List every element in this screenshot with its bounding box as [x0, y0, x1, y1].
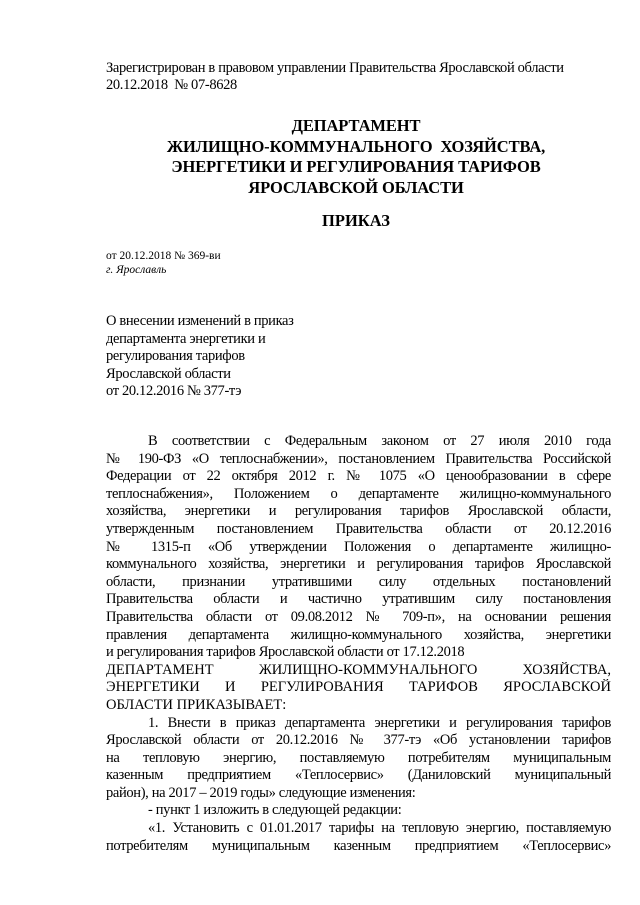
body-line: № 190-ФЗ «О теплоснабжении», постановлением Правительства Российской: [106, 450, 611, 467]
body-line: Правительства области и частично утратившим силу постановления: [106, 591, 611, 608]
body-line: В соответствии с Федеральным законом от 27 июля 2010 года: [148, 433, 611, 449]
registration-note: [106, 60, 626, 94]
body-line: Федерации от 22 октября 2012 г. № 1075 «О ценообразовании в сфере: [106, 468, 611, 485]
order-meta: [106, 249, 221, 277]
department-line-3: ЭНЕРГЕТИКИ И РЕГУЛИРОВАНИЯ ТАРИФОВ: [171, 157, 541, 176]
body-line: район), на 2017 – 2019 годы» следующие изменения:: [106, 784, 416, 801]
body-line: Ярославской области от 20.12.2016 № 377-тэ «Об установлении тарифов: [106, 732, 611, 749]
body-line-caps: ЭНЕРГЕТИКИ И РЕГУЛИРОВАНИЯ ТАРИФОВ ЯРОСЛАВСКОЙ: [106, 679, 611, 696]
order-city: г. Ярославль: [106, 264, 167, 276]
subject-line: от 20.12.2016 № 377-тэ: [106, 383, 242, 399]
body-line: хозяйства, энергетики и регулирования тарифов Ярославской области,: [106, 503, 611, 520]
body-line: утвержденным постановлением Правительства области от 20.12.2016: [106, 520, 611, 537]
department-line-2: ЖИЛИЩНО-КОММУНАЛЬНОГО ХОЗЯЙСТВА,: [166, 136, 546, 156]
body-line-caps: ОБЛАСТИ ПРИКАЗЫВАЕТ:: [106, 696, 287, 713]
body-line: 1. Внести в приказ департамента энергетики и регулирования тарифов: [148, 714, 611, 731]
subject-line: департамента энергетики и: [106, 330, 266, 347]
body-line: № 1315-п «Об утверждении Положения о департаменте жилищно-: [106, 538, 611, 555]
department-line-4: ЯРОСЛАВСКОЙ ОБЛАСТИ: [248, 177, 464, 197]
order-body: [106, 433, 611, 855]
body-line: Правительства области от 09.08.2012 № 709-п», на основании решения: [106, 608, 611, 625]
body-line: и регулирования тарифов Ярославской области от 17.12.2018: [106, 644, 465, 661]
body-line: области, признании утратившими силу отдельных постановлений: [106, 573, 611, 590]
registration-line-1: Зарегистрирован в правовом управлении Правительства Ярославской области: [106, 60, 564, 76]
subject-line: Ярославской области: [106, 365, 231, 382]
body-line: - пункт 1 изложить в следующей редакции:: [148, 802, 402, 819]
body-line: «1. Установить с 01.01.2017 тарифы на тепловую энергию, поставляемую: [148, 820, 611, 837]
body-line: казенным предприятием «Теплосервис» (Даниловский муниципальный: [106, 767, 611, 784]
order-title: ПРИКАЗ: [322, 211, 390, 230]
body-line: потребителям муниципальным казенным предприятием «Теплосервис»: [106, 837, 611, 854]
subject-line: регулирования тарифов: [106, 348, 245, 364]
department-heading: [106, 116, 606, 198]
registration-line-2: 20.12.2018 № 07-8628: [106, 77, 237, 93]
body-line: на тепловую энергию, поставляемую потребителям муниципальным: [106, 749, 611, 766]
body-line-caps: ДЕПАРТАМЕНТ ЖИЛИЩНО-КОММУНАЛЬНОГО ХОЗЯЙСТВА,: [106, 661, 611, 678]
body-line: коммунального хозяйства, энергетики и регулирования тарифов Ярославской: [106, 556, 611, 573]
body-line: правления департамента жилищно-коммунального хозяйства, энергетики: [106, 626, 611, 643]
subject-line: О внесении изменений в приказ: [106, 313, 294, 329]
order-subject: [106, 313, 294, 401]
body-line: теплоснабжения», Положением о департаменте жилищно-коммунального: [106, 485, 611, 502]
department-line-1: ДЕПАРТАМЕНТ: [291, 116, 421, 135]
order-date-number: от 20.12.2018 № 369-ви: [106, 250, 221, 262]
